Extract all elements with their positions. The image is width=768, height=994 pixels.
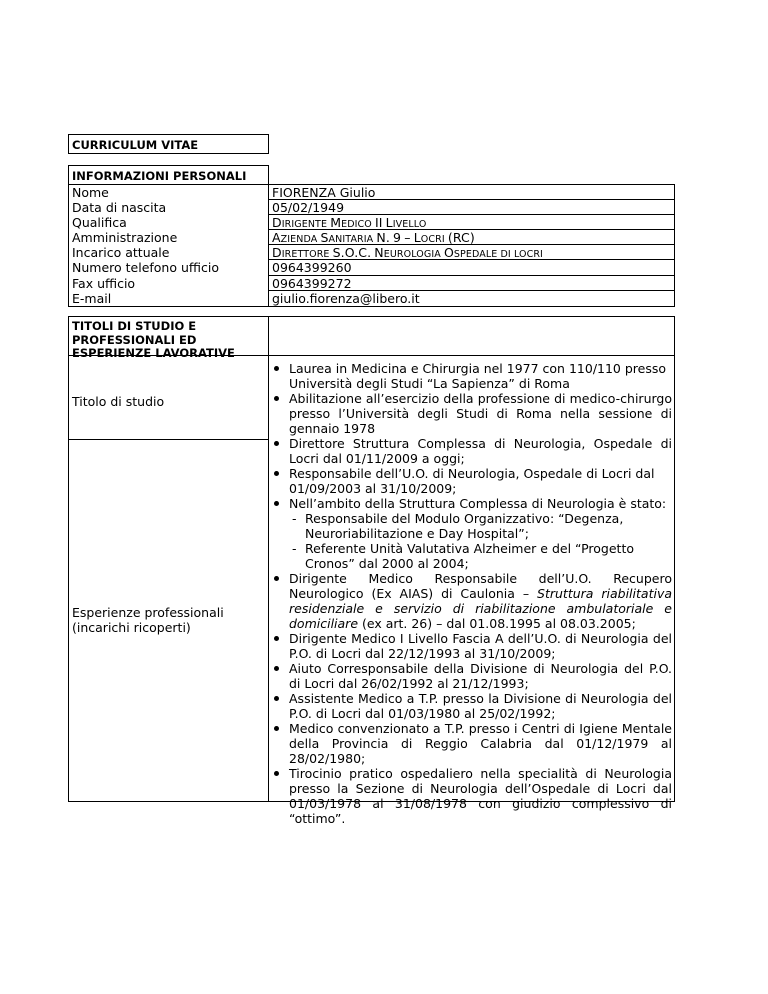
titles-content	[272, 361, 672, 826]
label-email: E-mail	[72, 290, 112, 306]
label-amministrazione: Amministrazione	[72, 230, 178, 246]
bullet-icon	[274, 636, 279, 641]
titles-heading-line1: TITOLI DI STUDIO E	[72, 319, 197, 333]
bullet-icon	[274, 666, 279, 671]
value-email: giulio.fiorenza@libero.it	[272, 290, 420, 306]
value-incarico: DIRETTORE S.O.C. NEUROLOGIA OSPEDALE DI LOCRI	[269, 245, 674, 260]
bullet-icon	[274, 576, 279, 581]
label-cell-esperienze	[68, 439, 269, 802]
titles-heading-line2: PROFESSIONALI ED	[72, 332, 197, 347]
bullet-icon	[274, 696, 279, 701]
label-incarico: Incarico attuale	[72, 245, 170, 261]
label-fax: Fax ufficio	[72, 275, 136, 291]
bullet-icon	[274, 471, 279, 476]
list-item: Responsabile dell’U.O. di Neurologia, Ospedale di Locri dal 01/09/2003 al 31/10/2009;	[272, 466, 672, 496]
sub-list-item: - Referente Unità Valutativa Alzheimer e del “Progetto Cronos” dal 2000 al 2004;	[292, 541, 635, 571]
list-item: Abilitazione all’esercizio della professione di medico-chirurgo presso l’Università degli Studi di Roma nella sessione di gennaio 1978	[272, 391, 672, 436]
list-item: Tirocinio pratico ospedaliero nella specialità di Neurologia presso la Sezione di Neurologia dell’Ospedale di Locri dal 01/03/1978 al 31/08/1978 con giudizio complessivo di “ottimo”.	[272, 766, 672, 826]
dash-icon: -	[292, 541, 297, 556]
list-item: Aiuto Corresponsabile della Divisione di Neurologia del P.O. di Locri dal 26/02/1992 al 21/12/1993;	[272, 661, 672, 691]
label-esperienze-line1: Esperienze professionali	[72, 605, 224, 620]
value-nome: FIORENZA Giulio	[269, 185, 674, 200]
bullet-icon	[274, 501, 279, 506]
dash-icon: -	[292, 511, 297, 526]
label-data-nascita: Data di nascita	[72, 200, 167, 216]
list-item: Assistente Medico a T.P. presso la Divisione di Neurologia del P.O. di Locri dal 01/03/1980 al 25/02/1992;	[272, 691, 672, 721]
bullet-icon	[274, 771, 279, 776]
personal-info-heading: INFORMAZIONI PERSONALI	[68, 165, 269, 185]
label-qualifica: Qualifica	[72, 215, 127, 231]
aias-italic-text: Struttura riabilitativa residenziale e servizio di riabilitazione ambulatoriale e domiciliare	[289, 586, 672, 631]
label-titolo-studio: Titolo di studio	[72, 394, 165, 409]
list-item: Laurea in Medicina e Chirurgia nel 1977 con 110/110 presso Università degli Studi “La Sapienza” di Roma	[272, 361, 672, 391]
document-title: CURRICULUM VITAE	[68, 134, 269, 154]
personal-info-labels	[68, 184, 269, 307]
value-amministrazione: AZIENDA SANITARIA N. 9 – LOCRI (RC)	[269, 230, 674, 245]
aias-tail-text: (ex art. 26) – dal 01.08.1995 al 08.03.2005;	[358, 616, 636, 631]
label-nome: Nome	[72, 185, 109, 200]
label-esperienze-line2: (incarichi ricoperti)	[72, 620, 191, 635]
bullet-icon	[274, 366, 279, 371]
value-qualifica: DIRIGENTE MEDICO II LIVELLO	[269, 215, 674, 230]
titles-heading-line3: ESPERIENZE LAVORATIVE	[72, 346, 235, 360]
value-data-nascita: 05/02/1949	[269, 200, 674, 215]
list-item: Direttore Struttura Complessa di Neurologia, Ospedale di Locri dal 01/11/2009 a oggi;	[272, 436, 672, 466]
titles-heading	[68, 316, 269, 360]
list-item: Dirigente Medico I Livello Fascia A dell’U.O. di Neurologia del P.O. di Locri dal 22/12/1993 al 31/10/2009;	[272, 631, 672, 661]
label-telefono: Numero telefono ufficio	[72, 260, 219, 276]
list-item: Medico convenzionato a T.P. presso i Centri di Igiene Mentale della Provincia di Reggio Calabria dal 01/12/1979 al 28/02/1980;	[272, 721, 672, 766]
list-item: Dirigente Medico Responsabile dell’U.O. Recupero Neurologico (Ex AIAS) di Caulonia – Struttura riabilitativa residenziale e servizio di riabilitazione ambulatoriale e domiciliare (ex art. 26) – dal 01.08.1995 al 08.03.2005;	[272, 571, 672, 631]
personal-info-values	[268, 184, 675, 307]
value-telefono: 0964399260	[269, 260, 674, 275]
list-item: Nell’ambito della Struttura Complessa di Neurologia è stato:	[272, 496, 672, 511]
bullet-icon	[274, 396, 279, 401]
label-cell-titolo-studio	[68, 355, 269, 440]
titles-heading-right-cell	[268, 316, 675, 356]
bullet-icon	[274, 726, 279, 731]
bullet-icon	[274, 441, 279, 446]
value-fax: 0964399272	[269, 276, 674, 291]
sub-list-item: - Responsabile del Modulo Organizzativo: “Degenza, Neuroriabilitazione e Day Hospital”;	[292, 511, 624, 541]
